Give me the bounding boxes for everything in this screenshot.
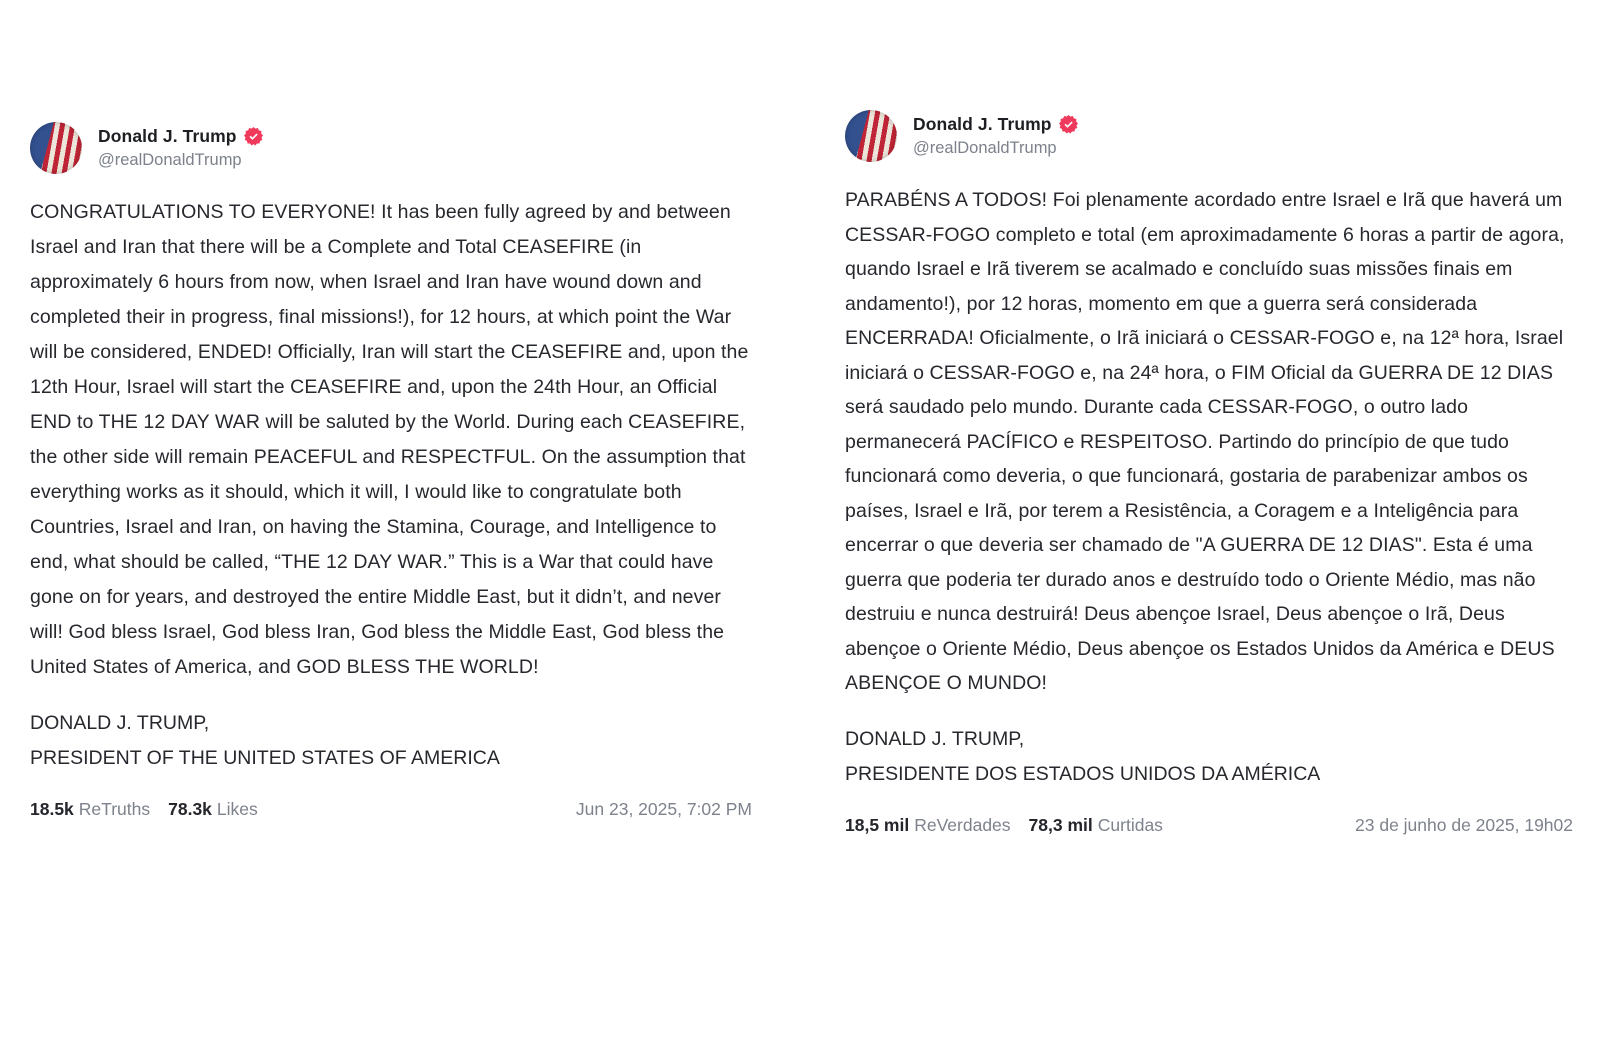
verified-badge-icon — [1059, 115, 1078, 134]
signature-line-2: PRESIDENT OF THE UNITED STATES OF AMERICA — [30, 747, 500, 769]
author-name[interactable]: Donald J. Trump — [913, 114, 1052, 134]
likes-count: 78,3 mil — [1028, 814, 1093, 835]
avatar[interactable] — [845, 110, 897, 162]
retruths-label: ReVerdades — [914, 814, 1011, 835]
retruths-count: 18,5 mil — [845, 814, 910, 835]
verified-badge-icon — [244, 127, 263, 146]
post-stats — [30, 799, 258, 820]
signature-line-1: DONALD J. TRUMP, — [30, 712, 210, 734]
post-header — [845, 110, 1573, 162]
post-timestamp[interactable]: Jun 23, 2025, 7:02 PM — [575, 799, 752, 819]
signature-line-1: DONALD J. TRUMP, — [845, 727, 1025, 750]
likes-stat[interactable] — [1029, 815, 1163, 836]
retruths-stat[interactable] — [845, 815, 1011, 836]
signature-line-2: PRESIDENTE DOS ESTADOS UNIDOS DA AMÉRICA — [845, 762, 1321, 785]
retruths-count: 18.5k — [30, 799, 74, 819]
likes-label: Likes — [216, 799, 258, 819]
retruths-label: ReTruths — [78, 799, 151, 819]
post-footer — [30, 799, 752, 820]
avatar[interactable] — [30, 122, 82, 174]
author-handle[interactable]: @realDonaldTrump — [913, 139, 1057, 157]
post-portuguese — [845, 110, 1573, 836]
post-timestamp[interactable]: 23 de junho de 2025, 19h02 — [1355, 814, 1573, 835]
likes-stat[interactable] — [168, 799, 258, 820]
author-handle[interactable]: @realDonaldTrump — [98, 151, 242, 169]
post-footer — [845, 815, 1573, 836]
likes-label: Curtidas — [1097, 814, 1163, 835]
author-name[interactable]: Donald J. Trump — [98, 126, 237, 146]
post-body-text: PARABÉNS A TODOS! Foi plenamente acordado entre Israel e Irã que haverá um CESSAR-FOGO completo e total (em aproximadamente 6 horas a partir de agora, quando Israel e Irã tiverem se acalmado e concluído suas missões finais em andamento!), por 12 horas, momento em que a guerra será considerada ENCERRADA! Oficialmente, o Irã iniciará o CESSAR-FOGO e, na 12ª hora, Israel iniciará o CESSAR-FOGO e, na 24ª hora, o FIM Oficial da GUERRA DE 12 DIAS será saudado pelo mundo. Durante cada CESSAR-FOGO, o outro lado permanecerá PACÍFICO e RESPEITOSO. Partindo do princípio de que tudo funcionará como deveria, o que funcionará, gostaria de parabenizar ambos os países, Israel e Irã, por terem a Resistência, a Coragem e a Inteligência para encerrar o que deveria ser chamado de "A GUERRA DE 12 DIAS". Esta é uma guerra que poderia ter durado anos e destruído todo o Oriente Médio, mas não destruiu e nunca destruirá! Deus abençoe Israel, Deus abençoe o Irã, Deus abençoe o Oriente Médio, Deus abençoe os Estados Unidos da América e DEUS ABENÇOE O MUNDO! — [845, 189, 1565, 694]
post-body-text: CONGRATULATIONS TO EVERYONE! It has been fully agreed by and between Israel and Iran that there will be a Complete and Total CEASEFIRE (in approximately 6 hours from now, when Israel and Iran have wound down and completed their in progress, final missions!), for 12 hours, at which point the War will be considered, ENDED! Officially, Iran will start the CEASEFIRE and, upon the 12th Hour, Israel will start the CEASEFIRE and, upon the 24th Hour, an Official END to THE 12 DAY WAR will be saluted by the World. During each CEASEFIRE, the other side will remain PEACEFUL and RESPECTFUL. On the assumption that everything works as it should, which it will, I would like to congratulate both Countries, Israel and Iran, on having the Stamina, Courage, and Intelligence to end, what should be called, “THE 12 DAY WAR.” This is a War that could have gone on for years, and destroyed the entire Middle East, but it didn’t, and never will! God bless Israel, God bless Iran, God bless the Middle East, God bless the United States of America, and GOD BLESS THE WORLD! — [30, 201, 749, 678]
post-header — [30, 122, 752, 174]
likes-count: 78.3k — [168, 799, 212, 819]
post-english — [30, 122, 752, 820]
post-signature — [30, 706, 752, 776]
post-stats — [845, 815, 1163, 836]
post-signature — [845, 722, 1573, 792]
retruths-stat[interactable] — [30, 799, 150, 820]
